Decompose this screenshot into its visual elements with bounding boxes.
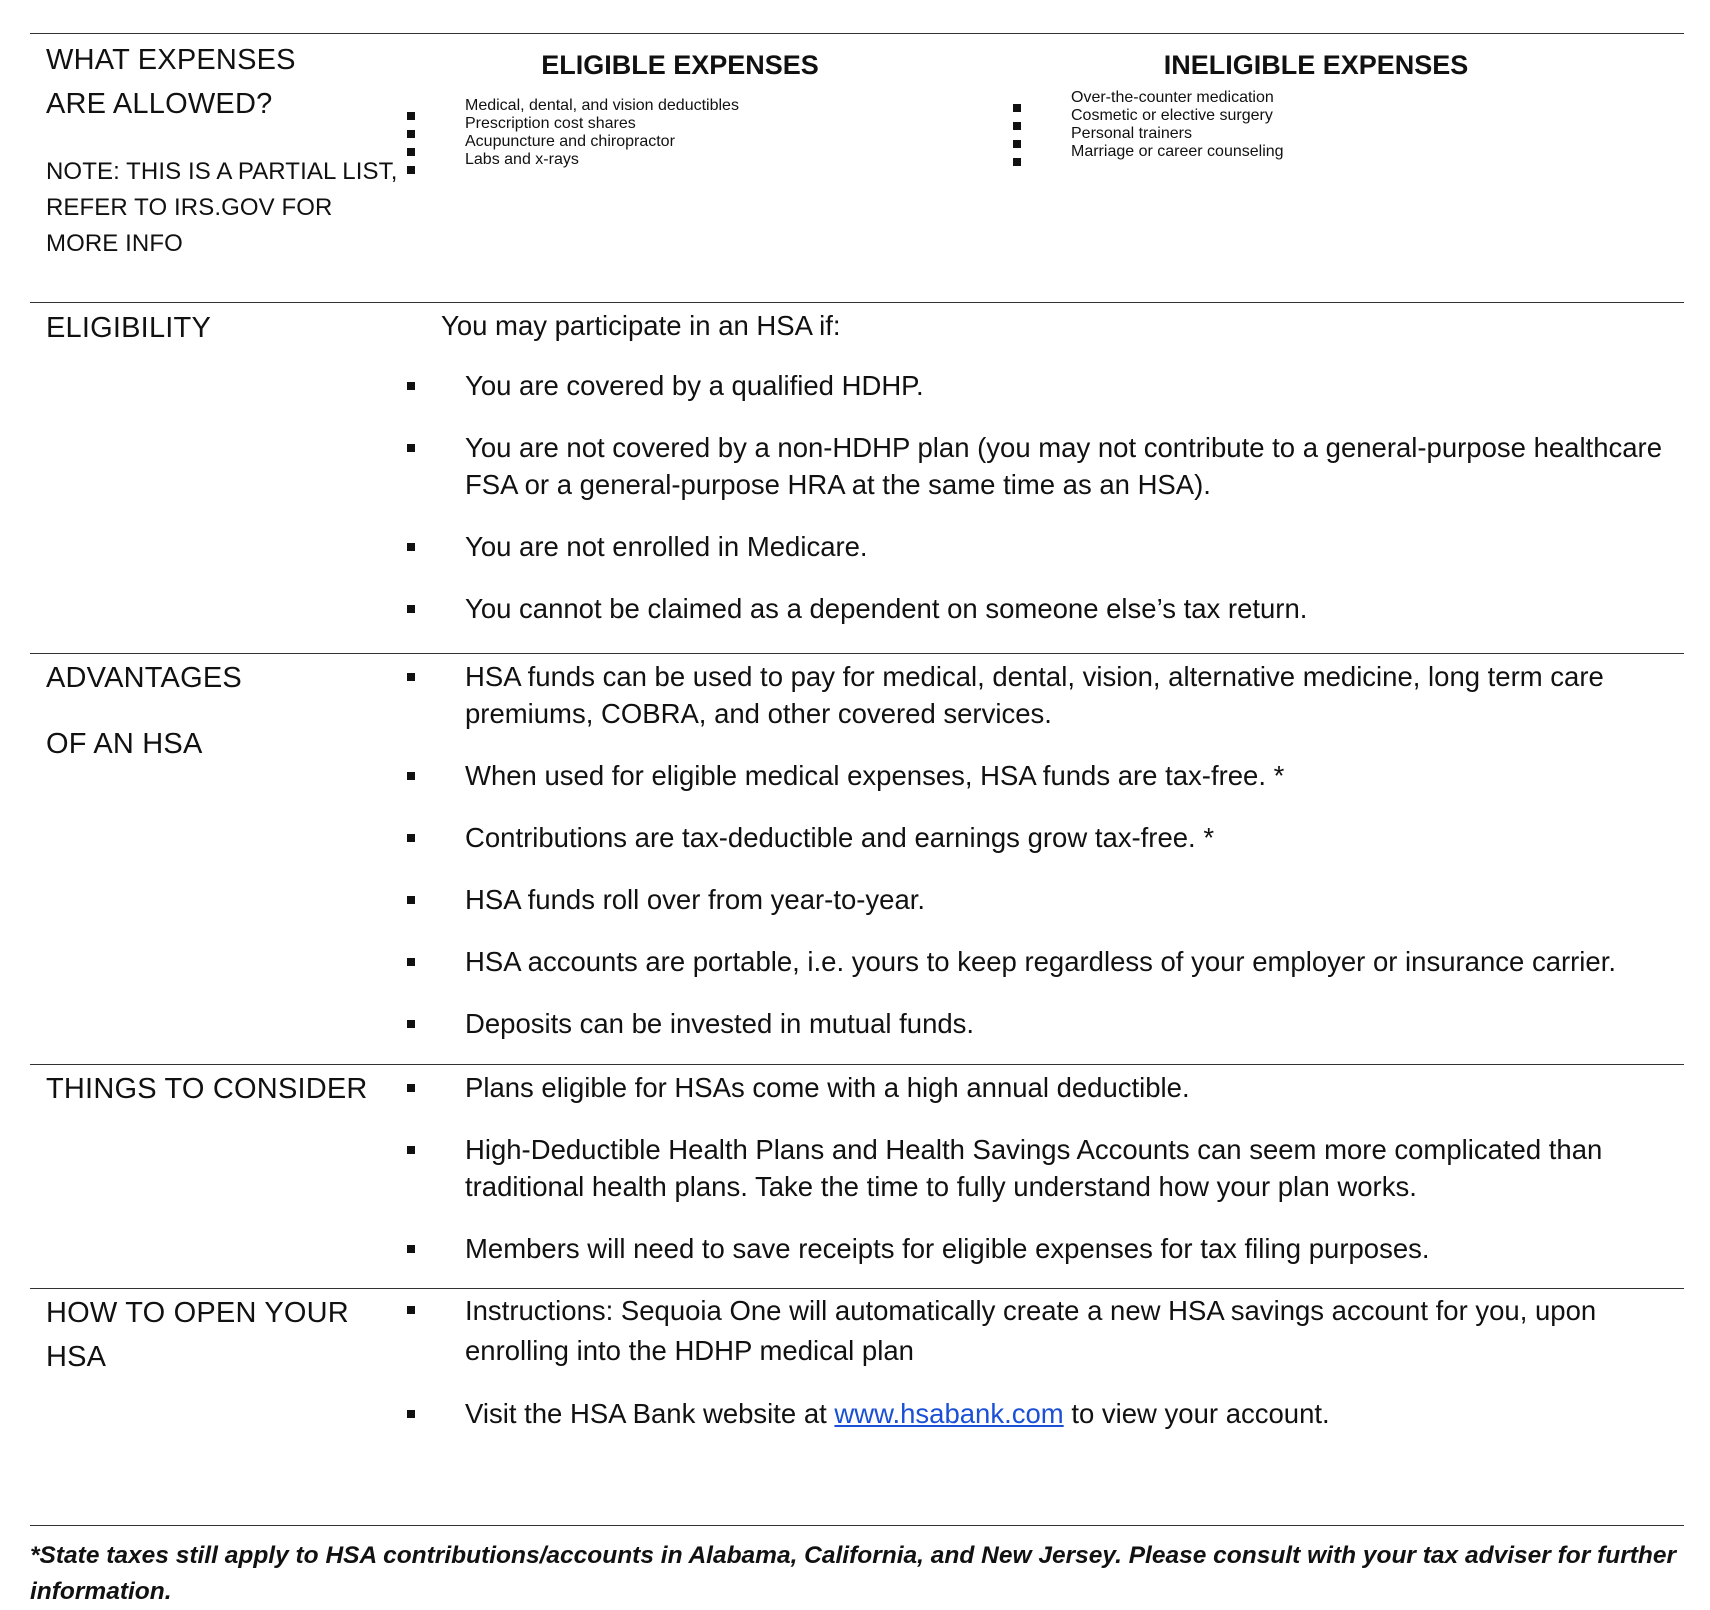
list-item-text: HSA accounts are portable, i.e. yours to keep regardless of your employer or insurance carrier. (465, 946, 1616, 977)
advantages-label (46, 656, 242, 766)
open-content (400, 1291, 1684, 1432)
list-item (400, 658, 1684, 732)
list-item-text: You cannot be claimed as a dependent on someone else’s tax return. (465, 593, 1308, 624)
list-item (400, 367, 1684, 404)
ineligible-list (1006, 89, 1626, 161)
advantages-list (400, 658, 1684, 1042)
expenses-note (46, 154, 397, 262)
eligibility-intro: You may participate in an HSA if: (441, 310, 841, 341)
list-item (400, 943, 1684, 980)
list-item (400, 819, 1684, 856)
list-item-text: HSA funds roll over from year-to-year. (465, 884, 926, 915)
hsabank-link[interactable]: www.hsabank.com (834, 1398, 1064, 1429)
visit-text-before: Visit the HSA Bank website at (465, 1398, 835, 1429)
list-item (400, 151, 960, 169)
list-item-text: Medical, dental, and vision deductibles (465, 97, 739, 114)
list-item (400, 590, 1684, 627)
hsa-info-table (30, 33, 1684, 1605)
open-item-instructions-text: Instructions: Sequoia One will automatically create a new HSA savings account for you, upon enrolling into the HDHP medical plan (465, 1295, 1597, 1366)
ineligible-column (1006, 45, 1626, 161)
list-item-text: Members will need to save receipts for eligible expenses for tax filing purposes. (465, 1233, 1430, 1264)
eligibility-content (400, 307, 1684, 652)
list-item (1006, 107, 1626, 125)
footnote-text: *State taxes still apply to HSA contributions/accounts in Alabama, California, and New Jersey. Please consult with your tax adviser for further information. (30, 1542, 1677, 1605)
list-item-text: Personal trainers (1071, 125, 1192, 142)
open-list (400, 1291, 1684, 1432)
consider-label: THINGS TO CONSIDER (46, 1073, 368, 1105)
footnote (30, 1525, 1684, 1610)
eligible-column (400, 45, 960, 169)
list-item-text: Contributions are tax-deductible and earnings grow tax-free. * (465, 822, 1215, 853)
list-item (400, 1005, 1684, 1042)
list-item (400, 1230, 1684, 1267)
list-item-text: You are not enrolled in Medicare. (465, 531, 868, 562)
expenses-label-line1: WHAT EXPENSES (46, 44, 296, 76)
list-item-text: When used for eligible medical expenses, HSA funds are tax-free. * (465, 760, 1285, 791)
ineligible-heading: INELIGIBLE EXPENSES (1163, 50, 1469, 80)
list-item (400, 429, 1684, 503)
list-item-text: Over-the-counter medication (1071, 89, 1274, 106)
list-item (400, 97, 960, 115)
eligibility-label: ELIGIBILITY (46, 312, 211, 344)
list-item-text: Marriage or career counseling (1071, 143, 1284, 160)
list-item-text: HSA funds can be used to pay for medical, dental, vision, alternative medicine, long term care premiums, COBRA, and other covered services. (465, 661, 1604, 729)
expenses-note-line1: NOTE: THIS IS A PARTIAL LIST, (46, 158, 398, 185)
list-item-text: You are covered by a qualified HDHP. (465, 370, 924, 401)
list-item (1006, 89, 1626, 107)
advantages-label-line2: OF AN HSA (46, 728, 203, 760)
row-consider (30, 1064, 1684, 1288)
open-item-instructions (400, 1291, 1684, 1371)
expenses-label (46, 38, 397, 262)
list-item-text: Plans eligible for HSAs come with a high annual deductible. (465, 1072, 1190, 1103)
eligible-list (400, 97, 960, 169)
row-eligibility (30, 302, 1684, 653)
open-label-line1: HOW TO OPEN YOUR (46, 1297, 349, 1329)
list-item (400, 133, 960, 151)
consider-list (400, 1069, 1684, 1267)
visit-text-after: to view your account. (1063, 1398, 1330, 1429)
list-item-text: High-Deductible Health Plans and Health Savings Accounts can seem more complicated than traditional health plans. Take the time to fully understand how your plan works. (465, 1134, 1603, 1202)
list-item-text: Deposits can be invested in mutual funds. (465, 1008, 975, 1039)
expenses-note-line2: REFER TO IRS.GOV FOR (46, 194, 333, 221)
consider-content (400, 1069, 1684, 1292)
list-item-text: Prescription cost shares (465, 115, 636, 132)
row-open (30, 1288, 1684, 1529)
list-item (400, 528, 1684, 565)
expenses-label-line2: ARE ALLOWED? (46, 88, 273, 120)
list-item (400, 757, 1684, 794)
advantages-label-line1: ADVANTAGES (46, 662, 242, 694)
list-item (1006, 143, 1626, 161)
list-item (400, 115, 960, 133)
row-advantages (30, 653, 1684, 1064)
open-label (46, 1291, 349, 1379)
open-item-visit (400, 1395, 1684, 1432)
eligibility-list (400, 367, 1684, 627)
list-item-text: Labs and x-rays (465, 151, 579, 168)
open-label-line2: HSA (46, 1341, 107, 1373)
list-item-text: You are not covered by a non-HDHP plan (you may not contribute to a general-purpose healthcare FSA or a general-purpose HRA at the same time as an HSA). (465, 432, 1662, 500)
expenses-note-line3: MORE INFO (46, 230, 183, 257)
list-item (400, 881, 1684, 918)
advantages-content (400, 658, 1684, 1067)
row-expenses (30, 33, 1684, 302)
list-item (400, 1131, 1684, 1205)
list-item-text: Cosmetic or elective surgery (1071, 107, 1273, 124)
list-item (400, 1069, 1684, 1106)
list-item-text: Acupuncture and chiropractor (465, 133, 675, 150)
list-item (1006, 125, 1626, 143)
eligible-heading: ELIGIBLE EXPENSES (541, 50, 819, 80)
